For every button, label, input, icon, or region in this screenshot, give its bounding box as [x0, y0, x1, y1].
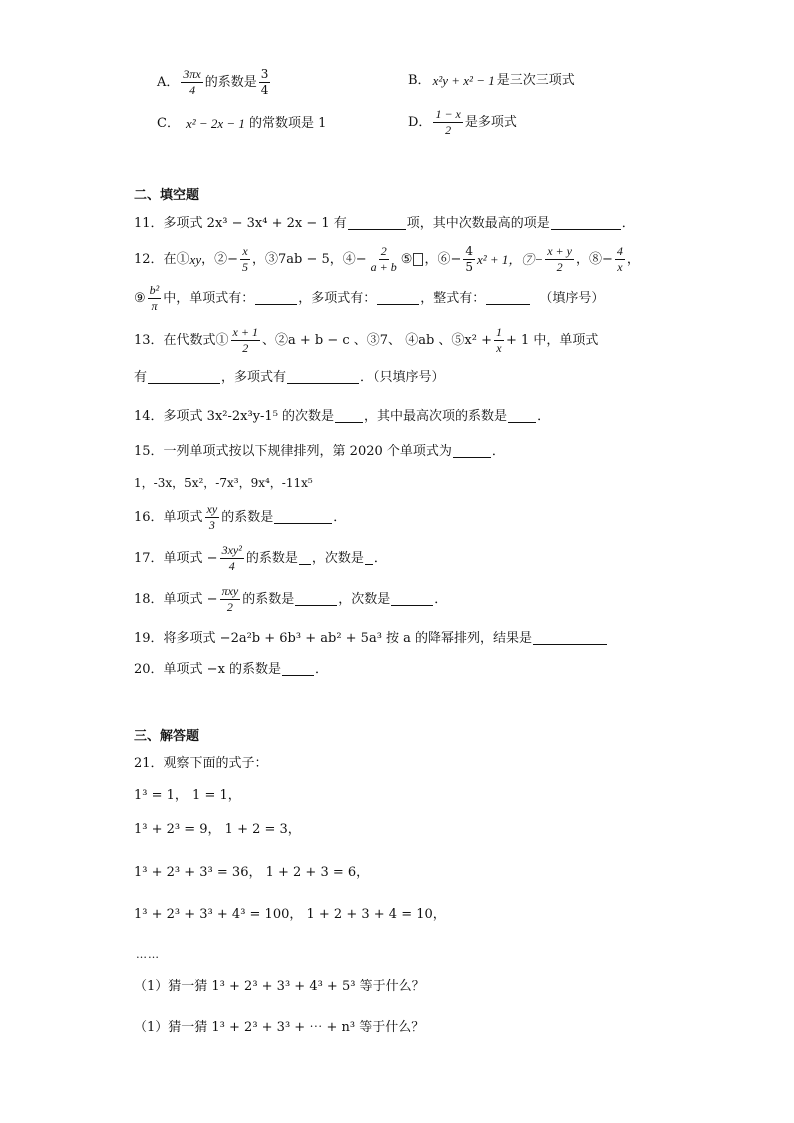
q21-subquestion-2: （1）猜一猜 1³ + 2³ + 3³ + ⋯ + n³ 等于什么？	[134, 1020, 425, 1035]
q17-text-mid2: ，次数是	[311, 551, 364, 567]
q18-text: 18．单项式 −	[134, 592, 218, 608]
q12-expr-1: xy	[189, 252, 202, 268]
q21-intro: 21．观察下面的式子：	[134, 756, 268, 771]
section-title-solve: 三、解答题	[134, 729, 200, 744]
q16-text-mid: 的系数是	[221, 510, 274, 526]
missing-glyph-icon	[413, 253, 423, 266]
q14-text: 14．多项式 3x²-2x³y-1⁵ 的次数是	[134, 409, 335, 424]
q11-end: ．	[621, 216, 635, 231]
q21-subquestion-1: （1）猜一猜 1³ + 2³ + 3³ + 4³ + 5³ 等于什么？	[134, 979, 425, 994]
q13-blank-monomial[interactable]	[148, 371, 220, 384]
q16-fraction: $\frac{xy}{3}$	[206, 502, 218, 533]
q12-fraction-2: $\frac{x}{5}$	[242, 244, 248, 275]
q13-text-c: + 1 中，单项式	[505, 333, 599, 349]
q17-blank-1[interactable]	[299, 552, 311, 565]
q12-fraction-6: $\frac{4}{5}$	[465, 244, 473, 275]
option-b-label: B．	[408, 73, 431, 88]
option-c	[157, 117, 326, 130]
question-17	[134, 544, 387, 573]
q14-blank-2[interactable]	[508, 410, 536, 423]
q18-fraction: $\frac{\text{πxy}}{2}$	[221, 584, 239, 615]
q12-fraction-8: $\frac{4}{x}$	[616, 244, 623, 275]
q15-sequence: 1，-3x，5x²，-7x³，9x⁴，-11x⁵	[134, 476, 313, 490]
q18-text-mid2: ，次数是	[338, 592, 391, 608]
q17-end: ．	[373, 551, 387, 567]
q12-text-h: ，	[626, 252, 640, 268]
question-11	[134, 217, 635, 230]
question-13-line-2	[134, 371, 445, 384]
q13-monomial-label: 有	[134, 370, 148, 385]
question-19	[134, 632, 608, 645]
q12-blank-polynomial[interactable]	[377, 292, 419, 305]
question-18	[134, 585, 447, 614]
q11-blank-1[interactable]	[348, 217, 406, 230]
q14-blank-1[interactable]	[335, 410, 363, 423]
q18-blank-1[interactable]	[295, 593, 337, 606]
q15-end: ．	[491, 444, 505, 459]
q12-blank-monomial[interactable]	[255, 292, 297, 305]
option-c-text: 的常数项是 1	[248, 116, 327, 131]
q16-blank[interactable]	[274, 511, 332, 524]
question-13-line-1	[134, 326, 598, 355]
q12-text-b: ，②−	[201, 252, 238, 268]
option-a-text: 的系数是	[204, 75, 257, 91]
option-b-expr: x²y + x² − 1	[432, 73, 495, 88]
q21-ellipsis: ……	[136, 948, 160, 961]
q12-polynomial-label: ，多项式有：	[298, 291, 377, 307]
option-a	[157, 68, 272, 97]
question-15	[134, 445, 505, 458]
q14-end: ．	[537, 409, 551, 424]
q17-text-mid: 的系数是	[245, 551, 298, 567]
q21-equation-1: 1³ = 1， 1 = 1，	[134, 788, 241, 803]
option-a-fraction-2: $\frac{3}{4}$	[260, 67, 269, 98]
q12-text-a: 12．在①	[134, 252, 190, 268]
q15-text: 15．一列单项式按以下规律排列，第 2020 个单项式为	[134, 444, 452, 459]
q14-text-mid: ，其中最高次项的系数是	[364, 409, 508, 424]
q18-end: ．	[434, 592, 448, 608]
q12-text-g: ，⑧−	[575, 252, 613, 268]
q16-text: 16．单项式	[134, 510, 203, 526]
q19-text: 19．将多项式 −2a²b + 6b³ + ab² + 5a³ 按 a 的降幂排列，结果是	[134, 631, 533, 646]
option-d-label: D．	[408, 115, 432, 131]
q13-text-b: 、②a + b − c 、③7、 ④ab 、⑤x² +	[261, 333, 492, 349]
question-12-line-2	[134, 284, 604, 313]
question-14	[134, 410, 550, 423]
option-b-text: 是三次三项式	[496, 73, 575, 88]
q13-text-a: 13．在代数式①	[134, 333, 229, 349]
question-12-line-1	[134, 245, 640, 274]
q21-equation-2: 1³ + 2³ = 9， 1 + 2 = 3，	[134, 822, 301, 837]
q17-text: 17．单项式 −	[134, 551, 218, 567]
question-16	[134, 503, 346, 532]
q12-text-f: x² + 1，⑦−	[476, 252, 544, 268]
q21-equation-3: 1³ + 2³ + 3³ = 36， 1 + 2 + 3 = 6，	[134, 865, 370, 880]
q18-blank-2[interactable]	[391, 593, 433, 606]
q16-end: ．	[333, 510, 347, 526]
option-a-fraction: $\frac{3\pi x}{4}$	[183, 67, 201, 98]
q12-blank-integral[interactable]	[486, 292, 530, 305]
q20-end: ．	[315, 662, 329, 677]
q13-hint: ．（只填序号）	[360, 370, 445, 385]
q11-blank-2[interactable]	[551, 217, 621, 230]
q11-text: 11．多项式 2x³ − 3x⁴ + 2x − 1 有	[134, 216, 347, 231]
q12-text-c: ，③7ab − 5，④−	[252, 252, 367, 268]
q12-fraction-9: $\frac{\text{b²}}{\pi}$	[149, 283, 160, 314]
question-20	[134, 663, 328, 676]
q15-blank[interactable]	[453, 445, 491, 458]
q12-integral-label: ，整式有：	[420, 291, 486, 307]
q12-monomial-label: 中，单项式有：	[163, 291, 255, 307]
section-title-fill-in: 二、填空题	[134, 188, 200, 203]
q21-equation-4: 1³ + 2³ + 3³ + 4³ = 100， 1 + 2 + 3 + 4 = 10，	[134, 907, 446, 922]
q13-fraction-5: $\frac{1}{x}$	[495, 325, 502, 356]
q12-hint: （填序号）	[539, 291, 605, 307]
option-a-label: A．	[157, 75, 180, 91]
q17-fraction: $\frac{\text{3xy²}}{4}$	[221, 543, 242, 574]
q20-blank[interactable]	[282, 663, 314, 676]
q18-text-mid: 的系数是	[242, 592, 295, 608]
option-d-fraction: $\frac{1 - x}{2}$	[435, 107, 461, 138]
q12-fraction-4: $\frac{2}{a + b}$	[370, 244, 397, 275]
option-d	[408, 108, 517, 137]
q13-blank-polynomial[interactable]	[287, 371, 359, 384]
option-c-expr: x² − 2x − 1	[185, 116, 245, 131]
q12-text-e: ，⑥−	[424, 252, 462, 268]
q12-fraction-7: $\frac{x + y}{2}$	[547, 244, 572, 275]
option-b	[408, 74, 575, 87]
q13-fraction-1: $\frac{x + 1}{2}$	[232, 325, 258, 356]
option-c-label: C．	[157, 116, 180, 131]
option-d-text: 是多项式	[464, 115, 517, 131]
q19-blank[interactable]	[533, 632, 607, 645]
q12-text-d: ⑤	[400, 252, 413, 268]
q13-polynomial-label: ，多项式有	[221, 370, 287, 385]
q20-text: 20．单项式 −x 的系数是	[134, 662, 282, 677]
q12-text-9: ⑨	[134, 291, 146, 307]
q11-text-mid: 项，其中次数最高的项是	[406, 216, 550, 231]
q17-blank-2[interactable]	[365, 552, 373, 565]
